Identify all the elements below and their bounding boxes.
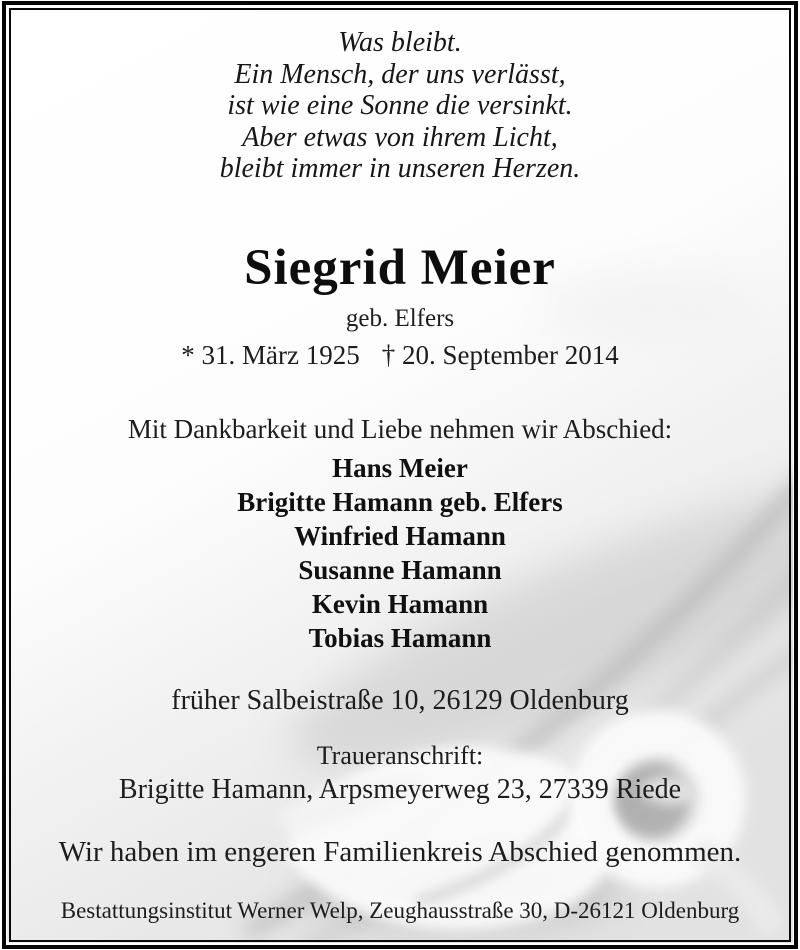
condolence-address-line: Brigitte Hamann, Arpsmeyerweg 23, 27339 Riede: [118, 774, 682, 805]
birth-date: * 31. März 1925: [181, 340, 360, 370]
poem-line: ist wie eine Sonne die versinkt.: [227, 90, 573, 121]
poem-line: Was bleibt.: [338, 27, 462, 58]
poem-line: Aber etwas von ihrem Licht,: [242, 121, 558, 153]
mourner-name: Kevin Hamann: [311, 589, 489, 619]
death-date: † 20. September 2014: [381, 340, 619, 370]
farewell-intro-line: Mit Dankbarkeit und Liebe nehmen wir Abschied:: [127, 414, 673, 444]
life-dates: [0, 340, 800, 370]
mourner-name: Susanne Hamann: [298, 555, 502, 585]
poem-line: bleibt immer in unseren Herzen.: [219, 153, 581, 184]
mourner-name: Tobias Hamann: [308, 623, 492, 653]
condolence-address-label: Traueranschrift:: [316, 741, 484, 770]
former-address-line: früher Salbeistraße 10, 26129 Oldenburg: [171, 685, 629, 716]
deceased-name: Siegrid Meier: [244, 240, 556, 296]
mourner-name: Hans Meier: [332, 453, 468, 483]
memorial-poem: [0, 27, 800, 185]
mourner-name: Winfried Hamann: [294, 521, 506, 551]
private-farewell-note: Wir haben im engeren Familienkreis Abschied genommen.: [58, 836, 742, 868]
mourners-list: [0, 451, 800, 655]
maiden-name: geb. Elfers: [345, 305, 455, 332]
poem-line: Ein Mensch, der uns verlässt,: [234, 58, 566, 90]
mourner-name: Brigitte Hamann geb. Elfers: [237, 487, 563, 517]
funeral-home-line: Bestattungsinstitut Werner Welp, Zeughausstraße 30, D-26121 Oldenburg: [60, 898, 740, 923]
